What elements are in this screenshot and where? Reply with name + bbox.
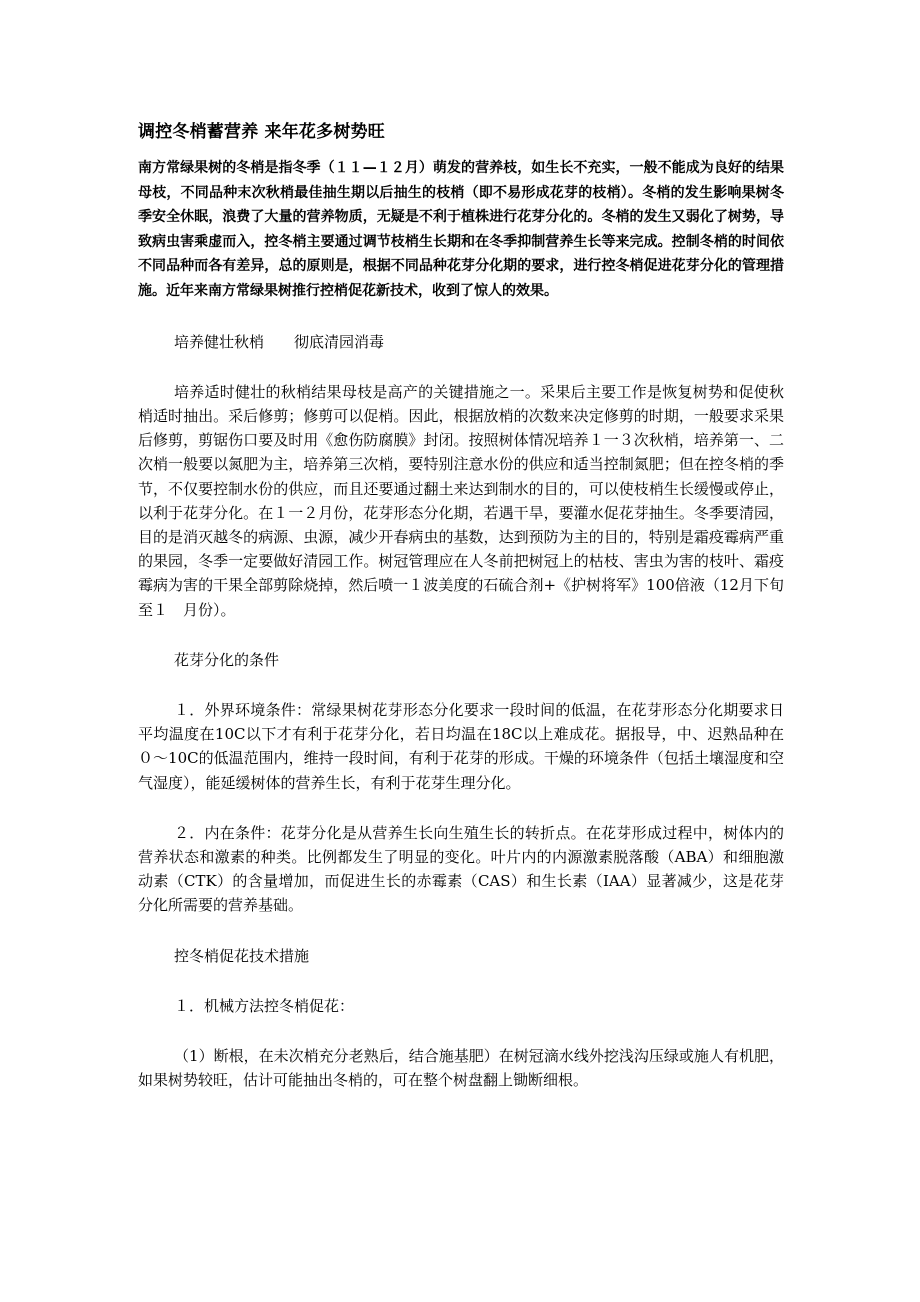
paragraph-root-cutting: （1）断根，在未次梢充分老熟后，结合施基肥）在树冠滴水线外挖浅沟压绿或施人有机肥，如果树势较旺，估计可能抽出冬梢的，可在整个树盘翻上锄断细根。	[138, 1047, 784, 1090]
document-title: 调控冬梢蓄营养 来年花多树势旺	[138, 122, 385, 142]
paragraph-internal-conditions: ２．内在条件：花芽分化是从营养生长向生殖生长的转折点。在花芽形成过程中，树体内的营养状态和激素的种类。比例都发生了明显的变化。叶片内的内源激素脱落酸（ABA）和细胞激动素（CTK）的含量增加，而促进生长的赤霉素（CAS）和生长素（IAA）显著减少，这是花芽分化所需要的营养基础。	[138, 823, 784, 915]
section-heading-autumn-shoots: 培养健壮秋梢 彻底清园消毒	[174, 332, 385, 351]
document-page	[138, 120, 784, 1118]
paragraph-mechanical-method: １．机械方法控冬梢促花：	[174, 996, 355, 1015]
intro-paragraph: 南方常绿果树的冬梢是指冬季（１１—１２月）萌发的营养枝，如生长不充实，一般不能成为良好的结果母枝，不同品种末次秋梢最佳抽生期以后抽生的枝梢（即不易形成花芽的枝梢）。冬梢的发生影响果树冬季安全休眠，浪费了大量的营养物质，无疑是不利于植株进行花芽分化的。冬梢的发生又弱化了树势，导致病虫害乘虚而入，控冬梢主要通过调节枝梢生长期和在冬季抑制营养生长等来完成。控制冬梢的时间依不同品种而各有差异，总的原则是，根据不同品种花芽分化期的要求，进行控冬梢促进花芽分化的管理措施。近年来南方常绿果树推行控梢促花新技术，收到了惊人的效果。	[138, 160, 784, 299]
section-heading-techniques: 控冬梢促花技术措施	[174, 946, 310, 965]
paragraph-external-conditions: １．外界环境条件：常绿果树花芽形态分化要求一段时间的低温，在花芽形态分化期要求日平均温度在10C以下才有利于花芽分化，若日均温在18C以上难成花。据报导，中、迟熟品种在０～10C的低温范围内，维持一段时间，有利于花芽的形成。干燥的环境条件（包括土壤湿度和空气湿度），能延缓树体的营养生长，有利于花芽生理分化。	[138, 701, 784, 792]
section-heading-flower-bud-conditions: 花芽分化的条件	[174, 650, 280, 669]
paragraph-autumn-shoots: 培养适时健壮的秋梢结果母枝是高产的关键措施之一。采果后主要工作是恢复树势和促使秋梢适时抽出。采后修剪；修剪可以促梢。因此，根据放梢的次数来决定修剪的时期，一般要求采果后修剪，剪锯伤口要及时用《愈伤防腐膜》封闭。按照树体情况培养１一３次秋梢，培养第一、二次梢一般要以氮肥为主，培养第三次梢，要特别注意水份的供应和适当控制氮肥；但在控冬梢的季节，不仅要控制水份的供应，而且还要通过翻土来达到制水的目的，可以使枝梢生长缓慢或停止，以利于花芽分化。在１一２月份，花芽形态分化期，若遇干旱，要灌水促花芽抽生。冬季要清园，目的是消灭越冬的病源、虫源，减少开春病虫的基数，达到预防为主的目的，特别是霜疫霉病严重的果园，冬季一定要做好清园工作。树冠管理应在人冬前把树冠上的枯枝、害虫为害的枝叶、霜疫霉病为害的干果全部剪除烧掉，然后喷一１波美度的石硫合剂+《护树将军》100倍液（12月下旬至１ 月份）。	[138, 382, 784, 619]
